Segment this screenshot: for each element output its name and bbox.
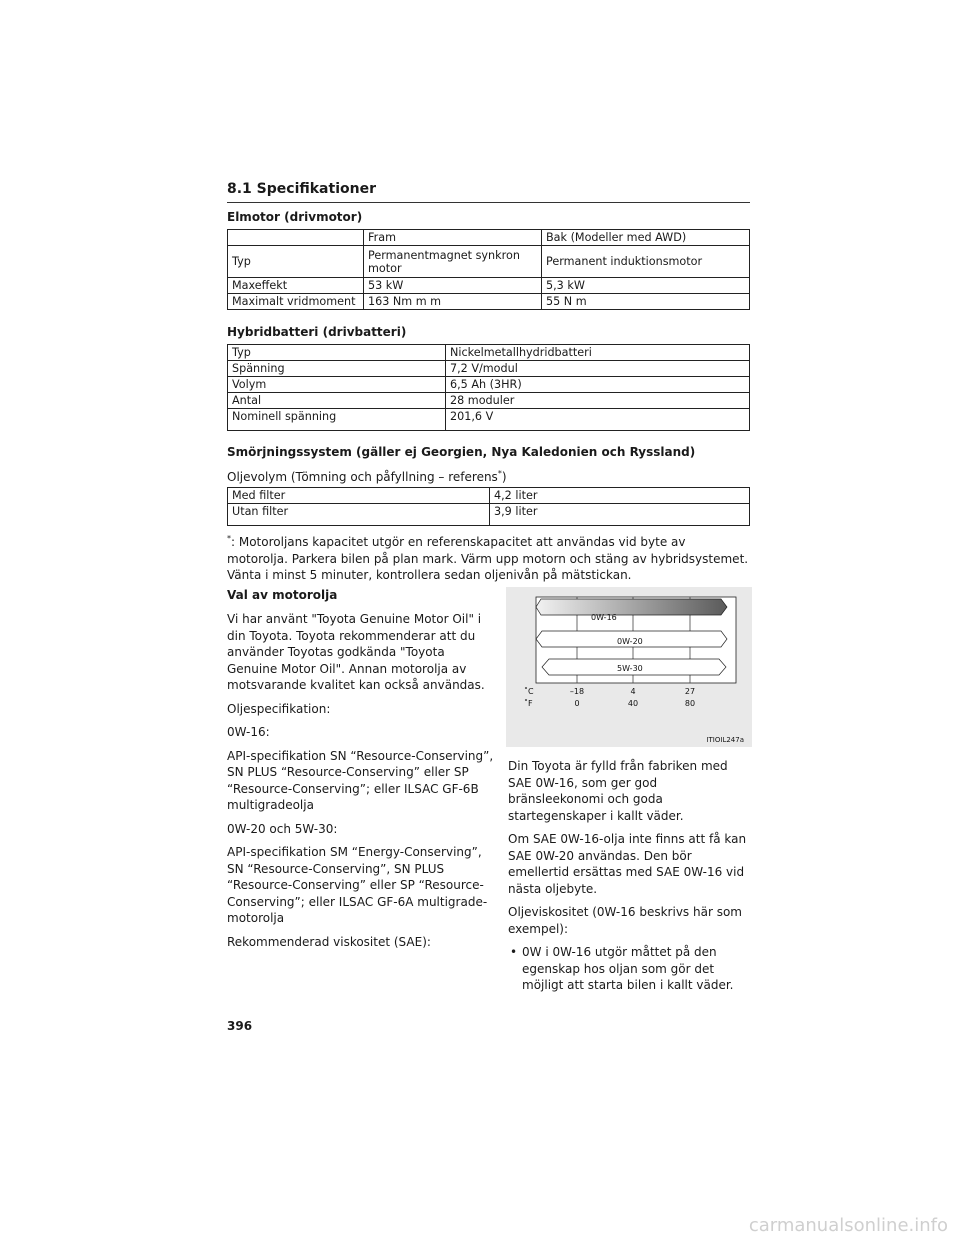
footnote-mark: *	[227, 534, 231, 543]
tick-f-0: 0	[574, 699, 580, 708]
table-cell: Maximalt vridmoment	[228, 294, 364, 310]
grade-label-5w30: 5W-30	[617, 664, 643, 673]
table-row	[228, 230, 750, 246]
table-cell: Med filter	[228, 488, 490, 504]
table-cell: Permanentmagnet synkron motor	[364, 246, 542, 278]
table-cell: Volym	[228, 377, 446, 393]
table-cell: Bak (Modeller med AWD)	[542, 230, 750, 246]
right-column	[508, 758, 753, 994]
paragraph: Oljeviskositet (0W-16 beskrivs här som exempel):	[508, 905, 742, 936]
bullet-list	[508, 944, 753, 994]
paragraph: API-specifikation SN “Resource-Conserving”, SN PLUS “Resource-Conserving” eller SP “Resource-Conserving”; eller ILSAC GF-6B multigradeolja	[227, 748, 494, 812]
table-cell	[228, 230, 364, 246]
table-cell: 3,9 liter	[490, 504, 750, 526]
table-cell: Antal	[228, 393, 446, 409]
tick-f-2: 80	[684, 699, 696, 708]
paragraph: Rekommenderad viskositet (SAE):	[227, 934, 431, 949]
table-row	[228, 278, 750, 294]
asterisk: *	[497, 469, 502, 478]
grade-label-0w20: 0W-20	[617, 637, 643, 646]
table-cell: Nominell spänning	[228, 409, 446, 431]
table-cell: 7,2 V/modul	[446, 361, 750, 377]
table-row	[228, 246, 750, 278]
grade-label-0w16: 0W-16	[591, 613, 617, 622]
section-title: 8.1 Specifikationer	[227, 181, 750, 203]
table-cell: Typ	[228, 345, 446, 361]
table-cell: 55 N m	[542, 294, 750, 310]
paragraph: 0W-20 och 5W-30:	[227, 821, 338, 836]
table-row	[228, 361, 750, 377]
page-number: 396	[227, 1019, 253, 1033]
table-cell: 5,3 kW	[542, 278, 750, 294]
table-cell: 6,5 Ah (3HR)	[446, 377, 750, 393]
battery-heading: Hybridbatteri (drivbatteri)	[227, 325, 407, 339]
oil-volume-label-text: Oljevolym (Tömning och påfyllning – referens	[227, 470, 498, 484]
figure-code: ITIOIL247a	[706, 736, 744, 744]
band-0w-16	[536, 599, 727, 615]
list-item: • 0W i 0W-16 utgör måttet på den egenskap hos oljan som gör det möjligt att starta bilen i kallt väder.	[522, 944, 753, 994]
table-row	[228, 504, 750, 526]
tick-c-1: 4	[630, 687, 636, 696]
oil-volume-table	[227, 487, 750, 526]
battery-table	[227, 344, 750, 431]
table-cell: 4,2 liter	[490, 488, 750, 504]
paragraph: Vi har använt "Toyota Genuine Motor Oil" i din Toyota. Toyota rekommenderar att du använder Toyotas godkända "Toyota Genuine Motor Oil". Annan motorolja av motsvarande kvalitet kan också användas.	[227, 612, 485, 692]
viscosity-chart	[506, 587, 752, 747]
watermark: carmanualsonline.info	[748, 1215, 948, 1236]
viscosity-diagram	[506, 587, 752, 747]
table-row	[228, 409, 750, 431]
elmotor-table	[227, 229, 750, 310]
table-cell: Utan filter	[228, 504, 490, 526]
table-cell: 28 moduler	[446, 393, 750, 409]
table-row	[228, 345, 750, 361]
paragraph: 0W-16:	[227, 725, 270, 739]
tick-c-0: –18	[569, 687, 585, 696]
paragraph: Oljespecifikation:	[227, 701, 331, 716]
oil-volume-label-close: )	[501, 470, 507, 484]
tick-c-2: 27	[684, 687, 696, 696]
paragraph: API-specifikation SM “Energy-Conserving”, SN “Resource-Conserving”, SN PLUS “Resource-Conserving” eller SP “Resource-Conserving”; eller ILSAC GF-6A multigrade-motorolja	[227, 845, 488, 925]
lubrication-heading: Smörjningssystem (gäller ej Georgien, Nya Kaledonien och Ryssland)	[227, 445, 696, 459]
tick-f-1: 40	[627, 699, 639, 708]
table-row	[228, 294, 750, 310]
table-row	[228, 393, 750, 409]
left-column	[227, 611, 495, 950]
table-cell: Maxeffekt	[228, 278, 364, 294]
footnote-text: : Motoroljans kapacitet utgör en referenskapacitet att användas vid byte av motorolja. Parkera bilen på plan mark. Värm upp motorn och stäng av hybridsystemet. Vänta i minst 5 minuter, kontrollera sedan oljenivån på mätstickan.	[227, 535, 749, 582]
table-cell: Typ	[228, 246, 364, 278]
table-cell: Permanent induktionsmotor	[542, 246, 750, 278]
table-cell: 163 Nm m m	[364, 294, 542, 310]
table-cell: Fram	[364, 230, 542, 246]
paragraph: Om SAE 0W-16-olja inte finns att få kan SAE 0W-20 användas. Den bör emellertid ersättas med SAE 0W-16 vid nästa oljebyte.	[508, 832, 747, 896]
unit-celsius: ˚C	[524, 687, 534, 696]
table-cell: 201,6 V	[446, 409, 750, 431]
oil-volume-label	[227, 466, 750, 486]
table-cell: 53 kW	[364, 278, 542, 294]
table-row	[228, 488, 750, 504]
table-cell: Spänning	[228, 361, 446, 377]
motorolja-heading: Val av motorolja	[227, 588, 338, 602]
paragraph: Din Toyota är fylld från fabriken med SAE 0W-16, som ger god bränsleekonomi och goda startegenskaper i kallt väder.	[508, 759, 728, 823]
elmotor-heading: Elmotor (drivmotor)	[227, 210, 363, 224]
unit-fahrenheit: ˚F	[524, 699, 533, 708]
table-row	[228, 377, 750, 393]
table-cell: Nickelmetallhydridbatteri	[446, 345, 750, 361]
footnote	[227, 531, 750, 584]
